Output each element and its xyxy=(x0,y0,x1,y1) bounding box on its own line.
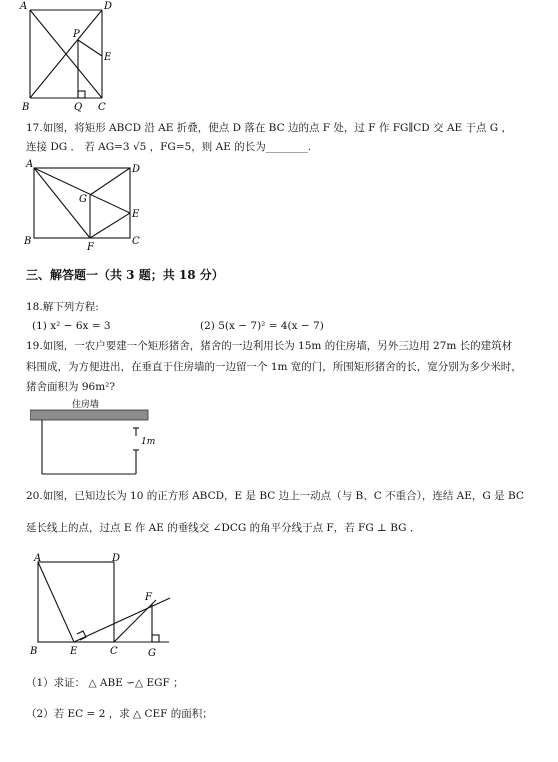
q19-figure xyxy=(30,398,160,478)
label-f: F xyxy=(145,592,152,603)
label-q: Q xyxy=(74,102,83,113)
label-a: A xyxy=(34,553,42,564)
segment-dg xyxy=(90,168,130,195)
q19-line3: 猪舍面积为 96m²? xyxy=(26,381,115,393)
label-b: B xyxy=(22,102,30,113)
square-abcd xyxy=(38,562,114,642)
label-b: B xyxy=(30,646,38,657)
q20-figure xyxy=(24,550,184,658)
segment-fe xyxy=(90,213,130,238)
label-d: D xyxy=(112,553,121,564)
label-e: E xyxy=(132,209,140,220)
segment-ae xyxy=(34,168,130,213)
label-c: C xyxy=(110,646,118,657)
section-heading: 三、解答题一（共 3 题；共 18 分） xyxy=(26,268,224,282)
wall-label: 住房墙 xyxy=(72,400,100,410)
q20-part1: （1）求证： △ ABE ∽△ EGF ； xyxy=(26,677,184,689)
door-label: 1m xyxy=(141,437,156,447)
right-angle-mark-e xyxy=(77,631,86,640)
q17-figure xyxy=(20,158,150,252)
segment-ae xyxy=(38,562,74,642)
segment-pe xyxy=(78,40,102,56)
top-square-figure xyxy=(18,0,128,114)
q18-part1: (1) x² − 6x = 3 xyxy=(32,320,111,332)
label-d: D xyxy=(104,1,113,12)
label-c: C xyxy=(132,236,140,247)
label-g: G xyxy=(148,648,156,658)
q20-part2: （2）若 EC = 2 ，求 △ CEF 的面积； xyxy=(26,708,213,720)
label-b: B xyxy=(24,236,32,247)
label-e: E xyxy=(104,52,112,63)
right-angle-mark-q xyxy=(78,91,85,98)
q19-line1: 19.如图，一农户要建一个矩形猪舍，猪舍的一边利用长为 15m 的住房墙，另外三边用 27m 长的建筑材 xyxy=(26,340,513,352)
label-g: G xyxy=(79,194,87,205)
q19-line2: 料围成，为方便进出，在垂直于住房墙的一边留一个 1m 宽的门，所围矩形猪舍的长，宽分别为多少米时， xyxy=(26,361,522,373)
q17-line1: 17.如图，将矩形 ABCD 沿 AE 折叠，使点 D 落在 BC 边的点 F 处，过 F 作 FG∥CD 交 AE 于点 G ， xyxy=(26,122,513,134)
label-f: F xyxy=(87,242,94,252)
q20-line2: 延长线上的点，过点 E 作 AE 的垂线交 ∠DCG 的角平分线于点 F，若 FG ⊥ BG ． xyxy=(26,522,421,534)
q18-part2: (2) 5(x − 7)² = 4(x − 7) xyxy=(200,320,324,332)
label-p: P xyxy=(73,29,80,40)
label-d: D xyxy=(132,164,141,175)
q17-line2: 连接 DG ． 若 AG=3 √5 ，FG=5，则 AE 的长为________. xyxy=(26,141,312,153)
q20-line1: 20.如图，已知边长为 10 的正方形 ABCD，E 是 BC 边上一动点（与 B、C 不重合），连结 AE，G 是 BC xyxy=(26,490,524,502)
label-a: A xyxy=(26,159,34,170)
label-a: A xyxy=(20,1,28,12)
label-e: E xyxy=(70,646,78,657)
right-angle-mark-g xyxy=(152,635,159,642)
house-wall xyxy=(30,410,148,420)
label-c: C xyxy=(98,102,106,113)
q18-title: 18.解下列方程: xyxy=(26,301,99,313)
